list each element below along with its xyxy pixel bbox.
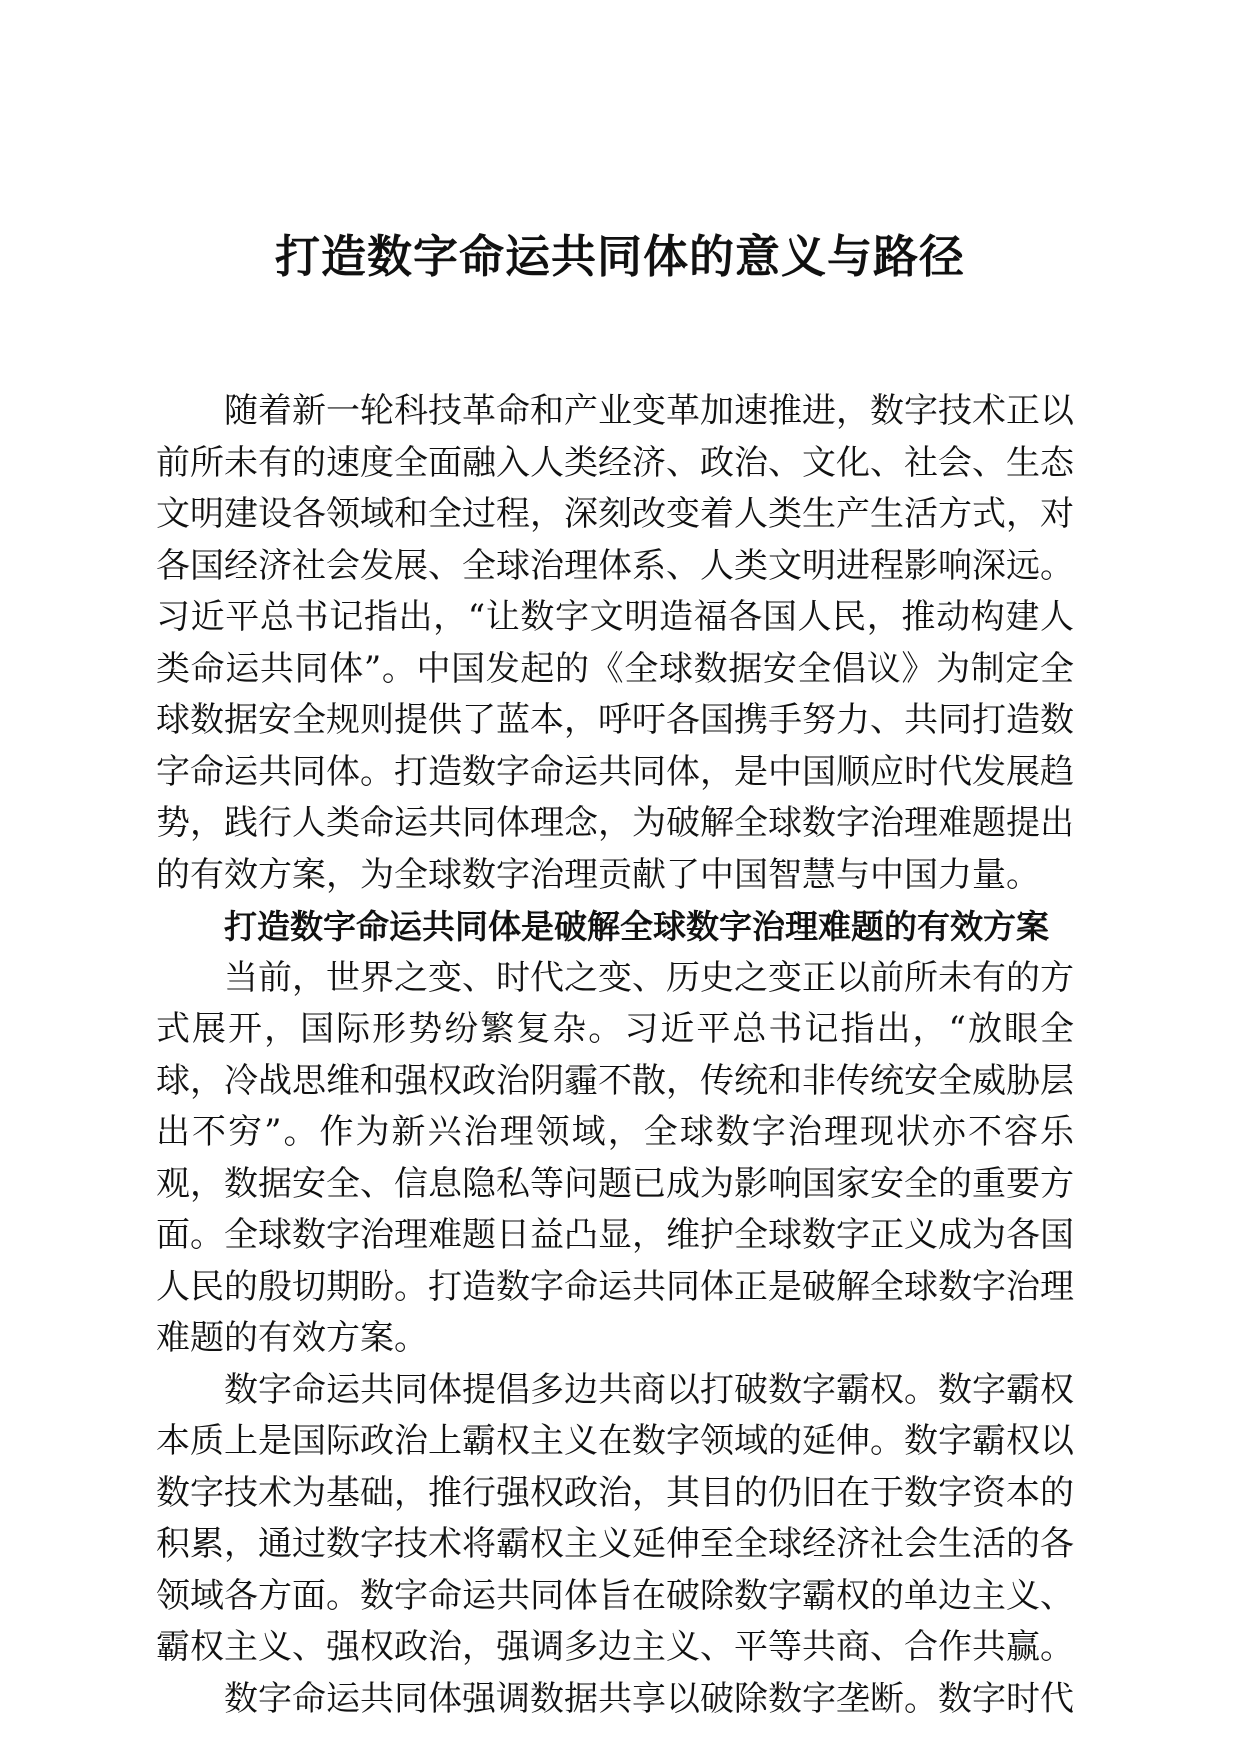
section-paragraph-2: 数字命运共同体提倡多边共商以打破数字霸权。数字霸权本质上是国际政治上霸权主义在数字领域的延伸。数字霸权以数字技术为基础，推行强权政治，其目的仍旧在于数字资本的积累，通过数字技术将霸权主义延伸至全球经济社会生活的各领域各方面。数字命运共同体旨在破除数字霸权的单边主义、霸权主义、强权政治，强调多边主义、平等共商、合作共赢。	[156, 1369, 1074, 1667]
section-heading: 打造数字命运共同体是破解全球数字治理难题的有效方案	[224, 907, 1049, 946]
intro-paragraph: 随着新一轮科技革命和产业变革加速推进，数字技术正以前所未有的速度全面融入人类经济、政治、文化、社会、生态文明建设各领域和全过程，深刻改变着人类生产生活方式，对各国经济社会发展、全球治理体系、人类文明进程影响深远。习近平总书记指出，“让数字文明造福各国人民，推动构建人类命运共同体”。中国发起的《全球数据安全倡议》为制定全球数据安全规则提供了蓝本，呼吁各国携手努力、共同打造数字命运共同体。打造数字命运共同体，是中国顺应时代发展趋势，践行人类命运共同体理念，为破解全球数字治理难题提出的有效方案，为全球数字治理贡献了中国智慧与中国力量。	[156, 391, 1074, 895]
section-paragraph-3: 数字命运共同体强调数据共享以破除数字垄断。数字时代	[224, 1678, 1074, 1719]
document-title: 打造数字命运共同体的意义与路径	[274, 230, 965, 283]
section-paragraph-1: 当前，世界之变、时代之变、历史之变正以前所未有的方式展开，国际形势纷繁复杂。习近平总书记指出，“放眼全球，冷战思维和强权政治阴霾不散，传统和非传统安全威胁层出不穷”。作为新兴治理领域，全球数字治理现状亦不容乐观，数据安全、信息隐私等问题已成为影响国家安全的重要方面。全球数字治理难题日益凸显，维护全球数字正义成为各国人民的殷切期盼。打造数字命运共同体正是破解全球数字治理难题的有效方案。	[156, 957, 1074, 1358]
document-body	[156, 386, 1074, 1725]
